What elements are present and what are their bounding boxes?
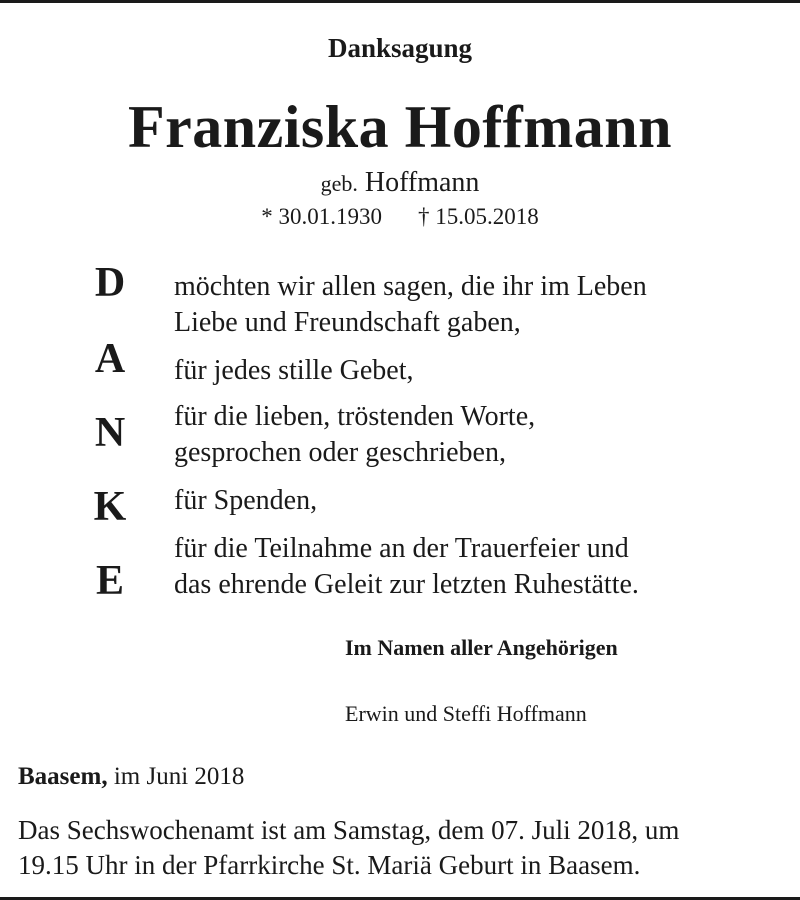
- acrostic-letter-n: N: [94, 410, 126, 456]
- birth-name: [0, 167, 800, 199]
- notice-heading: Danksagung: [327, 33, 473, 63]
- acrostic-line: das ehrende Geleit zur letzten Ruhestätte.: [174, 569, 639, 600]
- birth-name-value: Hoffmann: [364, 167, 480, 198]
- death-date: † 15.05.2018: [418, 204, 539, 229]
- deceased-name: Franziska Hoffmann: [127, 94, 673, 160]
- mass-notice-line: 19.15 Uhr in der Pfarrkirche St. Mariä Geburt in Baasem.: [18, 850, 641, 880]
- life-dates: [0, 204, 800, 230]
- acrostic-line: für jedes stille Gebet,: [174, 355, 414, 386]
- acrostic-letter-d: D: [94, 260, 126, 306]
- mass-notice-line: Das Sechswochenamt ist am Samstag, dem 07. Juli 2018, um: [18, 815, 680, 845]
- acrostic-line: für die lieben, tröstenden Worte,: [174, 401, 536, 432]
- signature-names: Erwin und Steffi Hoffmann: [345, 701, 587, 726]
- date: im Juni 2018: [113, 763, 245, 790]
- acrostic-line: für Spenden,: [174, 485, 318, 516]
- acrostic-line: möchten wir allen sagen, die ihr im Leben: [174, 271, 647, 302]
- acrostic-letter-e: E: [95, 558, 124, 604]
- birth-date: * 30.01.1930: [261, 204, 382, 229]
- place: Baasem,: [18, 763, 108, 790]
- acrostic-line: Liebe und Freundschaft gaben,: [174, 307, 521, 338]
- acrostic-letter-k: K: [93, 484, 127, 530]
- birth-name-prefix: geb.: [320, 171, 358, 196]
- acrostic-line: gesprochen oder geschrieben,: [174, 437, 506, 468]
- acrostic-line: für die Teilnahme an der Trauerfeier und: [174, 533, 629, 564]
- place-and-date: [18, 763, 244, 791]
- acrostic-letter-a: A: [94, 336, 126, 382]
- signature-label: Im Namen aller Angehörigen: [345, 635, 618, 660]
